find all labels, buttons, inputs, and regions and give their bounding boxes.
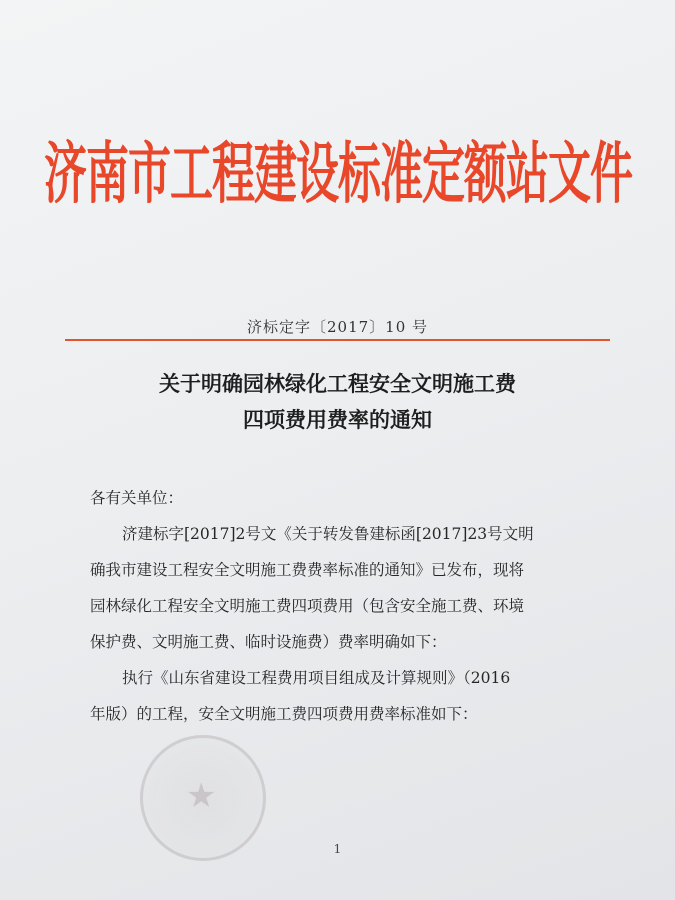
document-title (0, 366, 675, 438)
red-divider-line (65, 339, 610, 341)
body-line: 年版）的工程，安全文明施工费四项费用费率标准如下： (90, 705, 478, 723)
body-line: 执行《山东省建设工程费用项目组成及计算规则》（2016 (122, 669, 511, 687)
salutation: 各有关单位： (90, 489, 184, 507)
document-body (90, 480, 615, 732)
document-number: 济标定字〔2017〕10 号 (246, 318, 429, 336)
star-icon: ★ (186, 776, 217, 816)
issuer-header: 济南市工程建设标准定额站文件 (44, 135, 632, 214)
body-line: 济建标字[2017]2号文《关于转发鲁建标函[2017]23号文明 (122, 525, 534, 543)
document-title-line-2: 四项费用费率的通知 (243, 408, 432, 432)
document-title-line-1: 关于明确园林绿化工程安全文明施工费 (159, 372, 516, 396)
body-line: 确我市建设工程安全文明施工费费率标准的通知》已发布，现将 (90, 561, 525, 579)
body-line: 保护费、文明施工费、临时设施费）费率明确如下： (90, 633, 447, 651)
body-line: 园林绿化工程安全文明施工费四项费用（包含安全施工费、环境 (90, 597, 525, 615)
page-number: 1 (333, 842, 342, 856)
